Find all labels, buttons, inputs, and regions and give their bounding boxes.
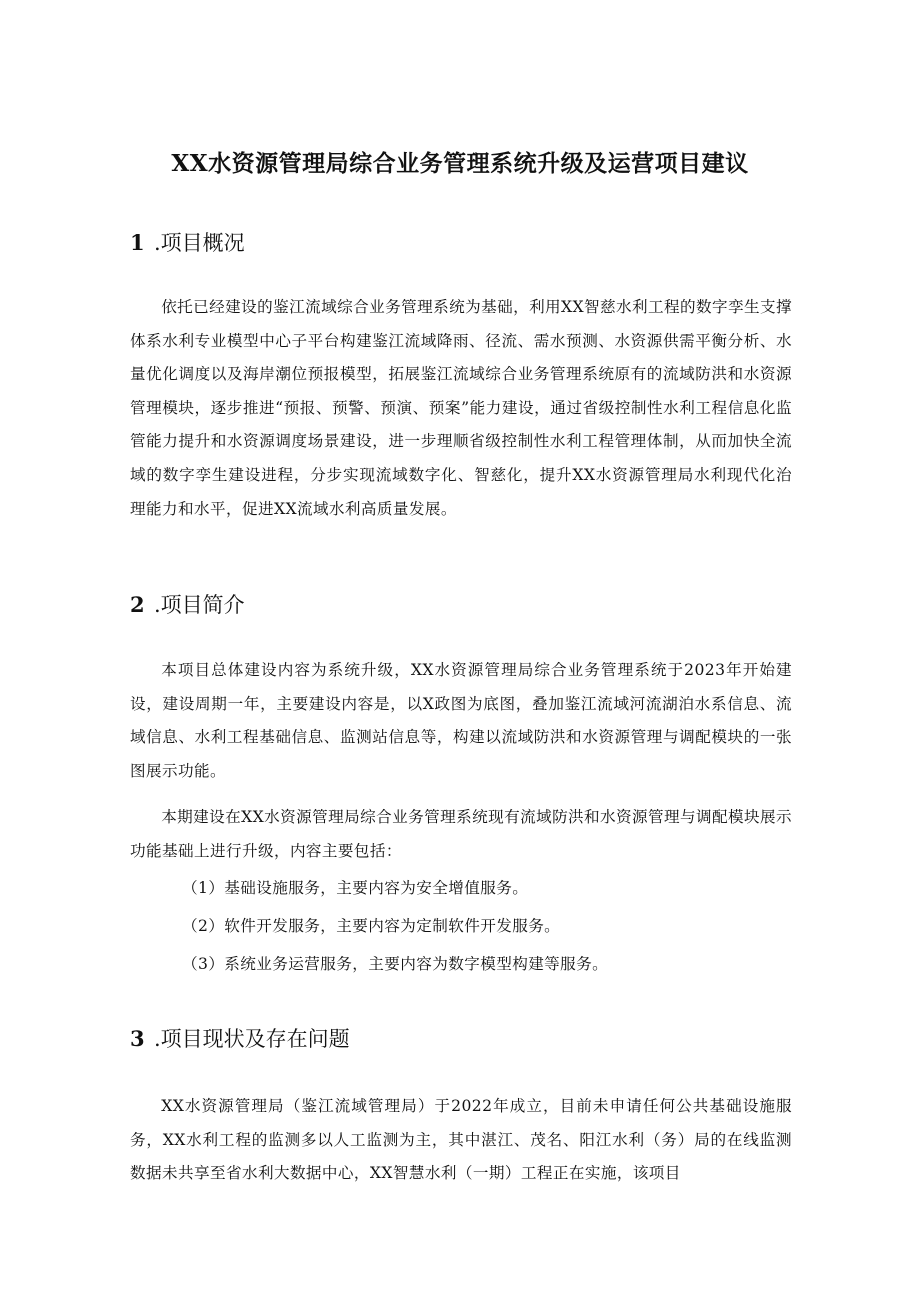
list-item: （2）软件开发服务，主要内容为定制软件开发服务。 xyxy=(182,917,561,935)
section-3-paragraph: XX水资源管理局（鉴江流域管理局）于2022年成立，目前未申请任何公共基础设施服务，XX水利工程的监测多以人工监测为主，其中湛江、茂名、阳江水利（务）局的在线监测数据未共享至省水利大数据中心，XX智慧水利（一期）工程正在实施，该项目 xyxy=(130,1097,792,1183)
list-item: （1）基础设施服务，主要内容为安全增值服务。 xyxy=(182,879,529,897)
section-number: 1 xyxy=(130,230,145,255)
section-title: .项目简介 xyxy=(154,593,245,617)
section-number: 3 xyxy=(130,1026,145,1051)
document-title: XX水资源管理局综合业务管理系统升级及运营项目建议 xyxy=(171,150,749,177)
section-3-heading xyxy=(130,1024,350,1054)
section-2-paragraph-2: 本期建设在XX水资源管理局综合业务管理系统现有流域防洪和水资源管理与调配模块展示功能基础上进行升级，内容主要包括： xyxy=(130,808,792,860)
section-1-heading xyxy=(130,228,245,258)
section-number: 2 xyxy=(130,592,145,617)
section-title: .项目概况 xyxy=(154,231,245,255)
section-title: .项目现状及存在问题 xyxy=(154,1027,350,1051)
section-2-heading xyxy=(130,590,245,620)
section-1-paragraph: 依托已经建设的鉴江流域综合业务管理系统为基础，利用XX智慈水利工程的数字孪生支撑体系水利专业模型中心子平台构建鉴江流域降雨、径流、需水预测、水资源供需平衡分析、水量优化调度以及海岸潮位预报模型，拓展鉴江流域综合业务管理系统原有的流域防洪和水资源管理模块，逐步推进“预报、预警、预演、预案”能力建设，通过省级控制性水利工程信息化监管能力提升和水资源调度场景建设，进一步理顺省级控制性水利工程管理体制，从而加快全流域的数字孪生建设进程，分步实现流域数字化、智慈化，提升XX水资源管理局水利现代化治理能力和水平，促进XX流域水利高质量发展。 xyxy=(130,298,792,518)
section-2-paragraph-1: 本项目总体建设内容为系统升级，XX水资源管理局综合业务管理系统于2023年开始建设，建设周期一年，主要建设内容是，以X政图为底图，叠加鉴江流域河流湖泊水系信息、流域信息、水利工程基础信息、监测站信息等，构建以流域防洪和水资源管理与调配模块的一张图展示功能。 xyxy=(130,661,792,780)
list-item: （3）系统业务运营服务，主要内容为数字模型构建等服务。 xyxy=(182,955,609,973)
